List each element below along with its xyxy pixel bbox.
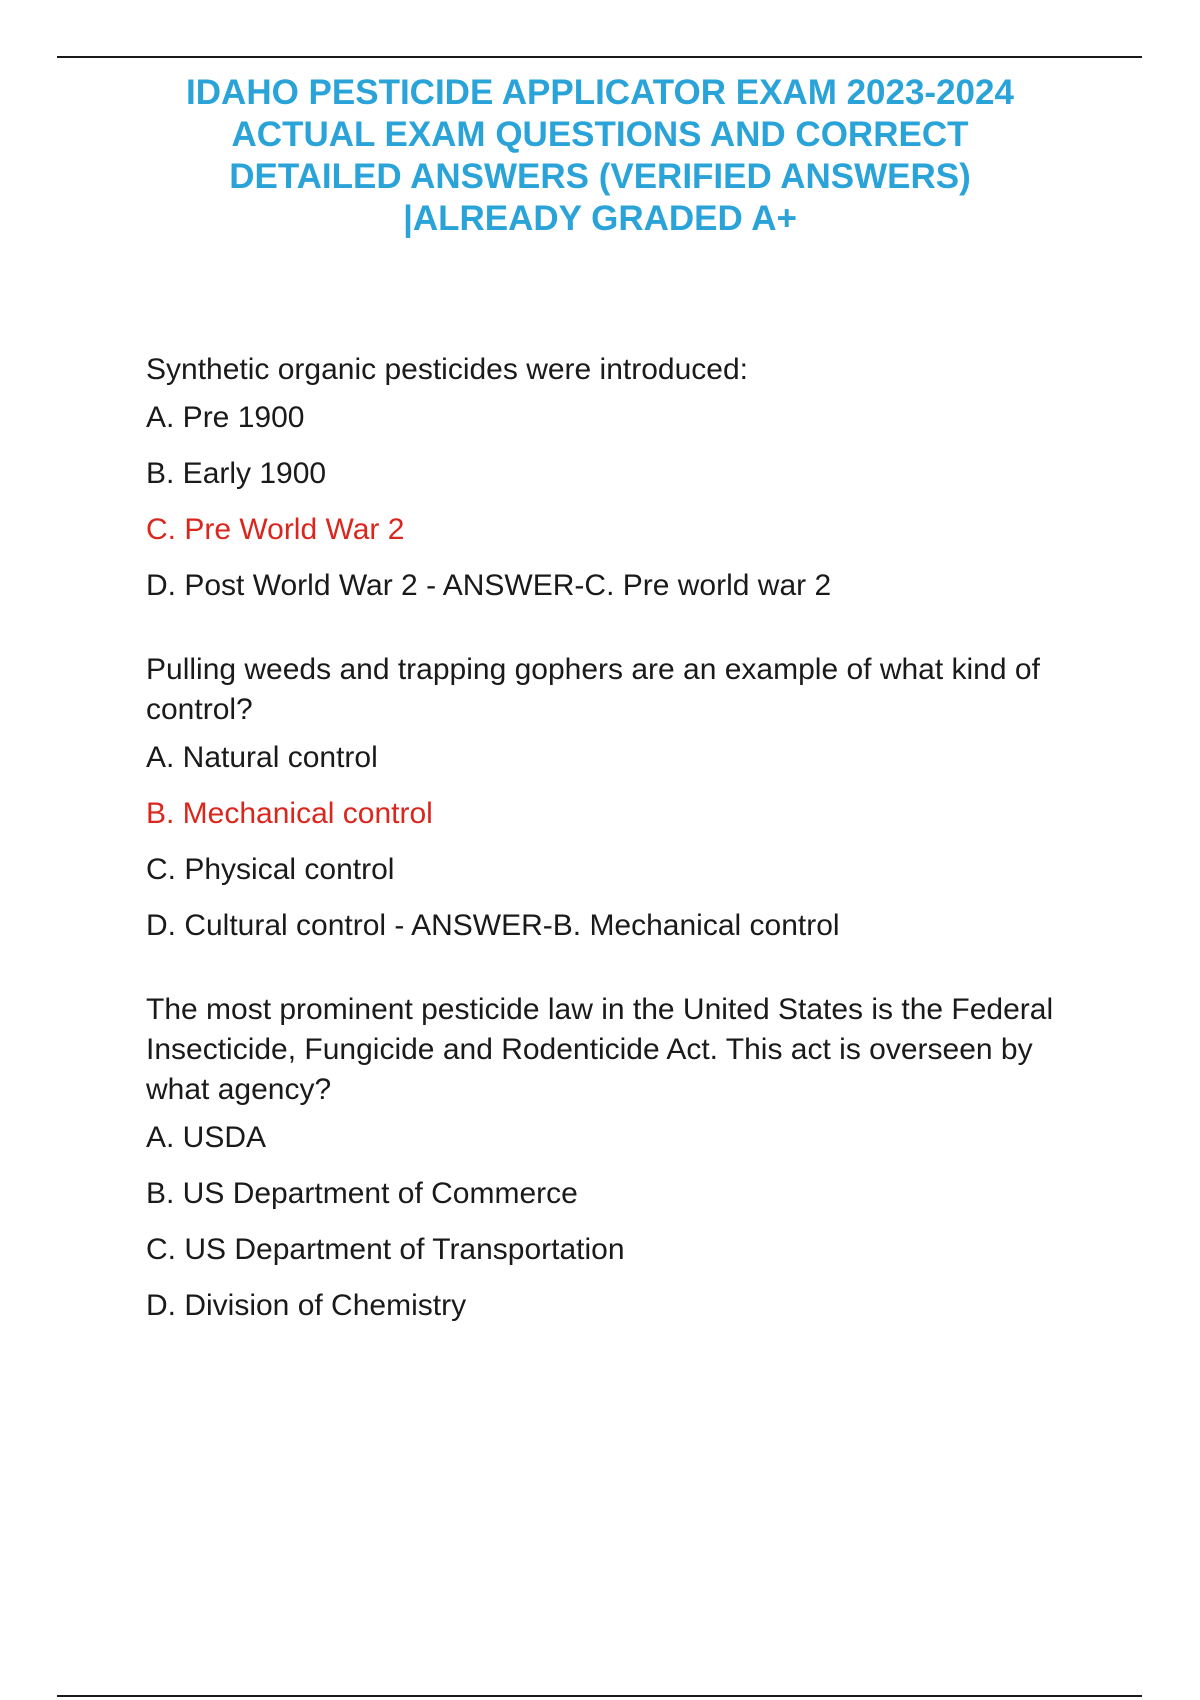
answer-option: D. Post World War 2 - ANSWER-C. Pre world war 2 [146, 569, 832, 602]
answer-option: A. Natural control [146, 741, 378, 774]
title-line: DETAILED ANSWERS (VERIFIED ANSWERS) [229, 157, 971, 196]
question-text: Synthetic organic pesticides were introduced: [146, 353, 748, 386]
answer-option: B. Early 1900 [146, 457, 327, 490]
answer-option: C. US Department of Transportation [146, 1233, 625, 1266]
question-block [146, 650, 1096, 946]
question-list [146, 350, 1096, 1342]
question-text: The most prominent pesticide law in the United States is the Federal Insecticide, Fungicide and Rodenticide Act. This act is overseen by what agency? [146, 993, 1054, 1106]
answer-option: A. USDA [146, 1121, 267, 1154]
correct-answer-option: B. Mechanical control [146, 797, 433, 830]
question-block [146, 350, 1096, 606]
title-line: ACTUAL EXAM QUESTIONS AND CORRECT [231, 115, 969, 154]
answer-option: D. Division of Chemistry [146, 1289, 467, 1322]
title-line: IDAHO PESTICIDE APPLICATOR EXAM 2023-2024 [186, 73, 1014, 112]
correct-answer-option: C. Pre World War 2 [146, 513, 405, 546]
answer-option: C. Physical control [146, 853, 395, 886]
title-line: |ALREADY GRADED A+ [403, 199, 797, 238]
top-divider [57, 56, 1142, 58]
question-text: Pulling weeds and trapping gophers are an example of what kind of control? [146, 653, 1040, 726]
page-title [100, 72, 1100, 240]
answer-option: B. US Department of Commerce [146, 1177, 578, 1210]
bottom-divider [57, 1695, 1142, 1697]
answer-option: D. Cultural control - ANSWER-B. Mechanical control [146, 909, 840, 942]
answer-option: A. Pre 1900 [146, 401, 305, 434]
question-block [146, 990, 1096, 1326]
